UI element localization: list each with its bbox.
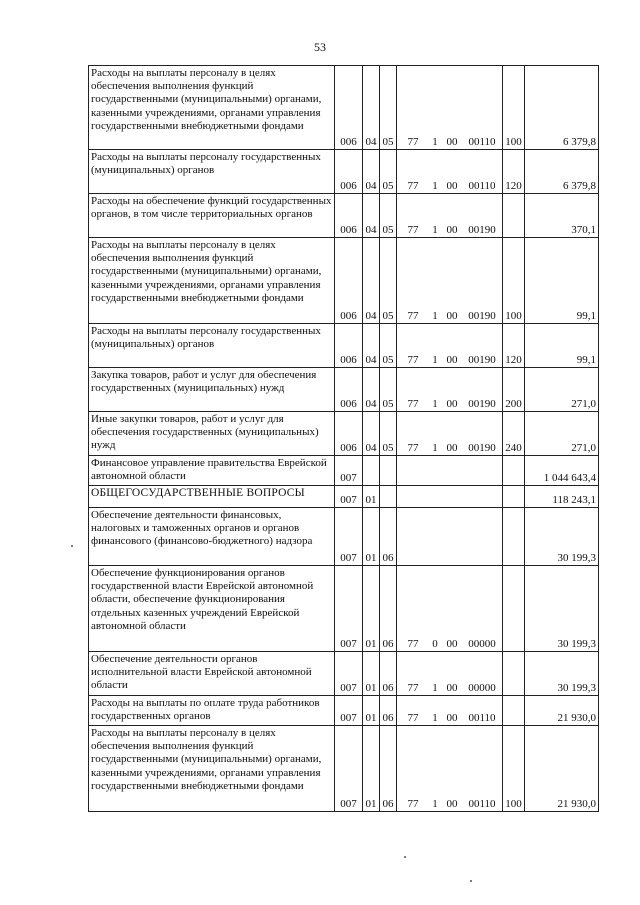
table-body — [89, 66, 599, 812]
row-vr — [503, 508, 525, 566]
row-name: Расходы на выплаты персоналу государственных (муниципальных) органов — [89, 150, 335, 194]
row-rz — [363, 456, 380, 486]
row-pr: 05 — [380, 150, 397, 194]
row-pr: 05 — [380, 324, 397, 368]
row-rz: 01 — [363, 726, 380, 812]
table-row — [89, 368, 599, 412]
table-row — [89, 238, 599, 324]
row-csr: 77 1 00 00110 — [397, 696, 503, 726]
row-vr: 100 — [503, 726, 525, 812]
row-vr: 100 — [503, 238, 525, 324]
row-grbs: 007 — [335, 486, 363, 508]
row-name: Расходы на выплаты персоналу в целях обеспечения выполнения функций государственными (муниципальными) органами, казенными учреждениями, органами управления государственными внебюджетными фондами — [89, 726, 335, 812]
row-rz: 01 — [363, 508, 380, 566]
table-row — [89, 456, 599, 486]
table-row — [89, 66, 599, 150]
row-pr: 06 — [380, 652, 397, 696]
row-name: Обеспечение деятельности финансовых, налоговых и таможенных органов и органов финансового (финансово-бюджетного) надзора — [89, 508, 335, 566]
table-row — [89, 412, 599, 456]
row-csr: 77 1 00 00190 — [397, 194, 503, 238]
row-grbs: 006 — [335, 194, 363, 238]
row-rz: 04 — [363, 66, 380, 150]
row-vr — [503, 566, 525, 652]
row-grbs: 006 — [335, 324, 363, 368]
row-name: Расходы на выплаты персоналу в целях обеспечения выполнения функций государственными (муниципальными) органами, казенными учреждениями, органами управления государственными внебюджетными фондами — [89, 238, 335, 324]
row-pr: 06 — [380, 696, 397, 726]
row-vr — [503, 486, 525, 508]
row-vr: 120 — [503, 324, 525, 368]
row-rz: 01 — [363, 696, 380, 726]
table-row — [89, 566, 599, 652]
row-csr: 77 1 00 00110 — [397, 150, 503, 194]
row-csr: 77 0 00 00000 — [397, 566, 503, 652]
row-amount: 30 199,3 — [525, 508, 599, 566]
row-pr: 05 — [380, 238, 397, 324]
row-pr: 06 — [380, 566, 397, 652]
row-name: Расходы на выплаты персоналу в целях обеспечения выполнения функций государственными (муниципальными) органами, казенными учреждениями, органами управления государственными внебюджетными фондами — [89, 66, 335, 150]
row-amount: 21 930,0 — [525, 726, 599, 812]
row-csr: 77 1 00 00110 — [397, 66, 503, 150]
row-rz: 04 — [363, 150, 380, 194]
row-rz: 01 — [363, 486, 380, 508]
row-amount: 1 044 643,4 — [525, 456, 599, 486]
row-grbs: 007 — [335, 566, 363, 652]
row-pr: 06 — [380, 726, 397, 812]
row-grbs: 007 — [335, 508, 363, 566]
row-csr — [397, 456, 503, 486]
row-amount: 99,1 — [525, 238, 599, 324]
row-amount: 271,0 — [525, 368, 599, 412]
row-csr: 77 1 00 00190 — [397, 324, 503, 368]
row-rz: 04 — [363, 194, 380, 238]
row-rz: 04 — [363, 238, 380, 324]
row-name: Расходы на выплаты персоналу государственных (муниципальных) органов — [89, 324, 335, 368]
scan-speck — [404, 856, 406, 858]
row-name: Обеспечение деятельности органов исполнительной власти Еврейской автономной области — [89, 652, 335, 696]
row-name: Финансовое управление правительства Еврейской автономной области — [89, 456, 335, 486]
row-pr: 05 — [380, 412, 397, 456]
row-rz: 04 — [363, 368, 380, 412]
row-vr — [503, 194, 525, 238]
row-rz: 01 — [363, 566, 380, 652]
scan-speck — [470, 880, 472, 882]
table-row — [89, 150, 599, 194]
row-name: Иные закупки товаров, работ и услуг для обеспечения государственных (муниципальных) нужд — [89, 412, 335, 456]
row-pr: 05 — [380, 194, 397, 238]
row-name: Расходы на выплаты по оплате труда работников государственных органов — [89, 696, 335, 726]
row-amount: 6 379,8 — [525, 150, 599, 194]
page-number: 53 — [314, 40, 326, 54]
row-grbs: 006 — [335, 150, 363, 194]
row-grbs: 007 — [335, 652, 363, 696]
row-grbs: 006 — [335, 66, 363, 150]
row-grbs: 007 — [335, 456, 363, 486]
row-csr: 77 1 00 00190 — [397, 368, 503, 412]
row-amount: 21 930,0 — [525, 696, 599, 726]
table-row — [89, 194, 599, 238]
row-vr — [503, 456, 525, 486]
row-csr: 77 1 00 00190 — [397, 238, 503, 324]
table-row — [89, 324, 599, 368]
table-row — [89, 486, 599, 508]
row-vr: 240 — [503, 412, 525, 456]
row-vr: 120 — [503, 150, 525, 194]
row-name: Расходы на обеспечение функций государственных органов, в том числе территориальных органов — [89, 194, 335, 238]
row-csr: 77 1 00 00110 — [397, 726, 503, 812]
row-name: Обеспечение функционирования органов государственной власти Еврейской автономной области, обеспечение функционирования отдельных казенных учреждений Еврейской автономной области — [89, 566, 335, 652]
row-name: Закупка товаров, работ и услуг для обеспечения государственных (муниципальных) нужд — [89, 368, 335, 412]
row-rz: 01 — [363, 652, 380, 696]
row-amount: 99,1 — [525, 324, 599, 368]
row-csr — [397, 508, 503, 566]
row-amount: 118 243,1 — [525, 486, 599, 508]
row-amount: 30 199,3 — [525, 652, 599, 696]
row-amount: 271,0 — [525, 412, 599, 456]
row-amount: 30 199,3 — [525, 566, 599, 652]
table-row — [89, 726, 599, 812]
row-vr — [503, 652, 525, 696]
row-vr: 200 — [503, 368, 525, 412]
row-csr: 77 1 00 00000 — [397, 652, 503, 696]
row-grbs: 007 — [335, 726, 363, 812]
budget-table — [88, 65, 599, 812]
scan-speck — [71, 545, 73, 547]
row-csr: 77 1 00 00190 — [397, 412, 503, 456]
row-pr: 05 — [380, 368, 397, 412]
table-row — [89, 696, 599, 726]
row-rz: 04 — [363, 412, 380, 456]
row-name: ОБЩЕГОСУДАРСТВЕННЫЕ ВОПРОСЫ — [89, 486, 335, 508]
row-grbs: 007 — [335, 696, 363, 726]
row-grbs: 006 — [335, 368, 363, 412]
row-pr: 05 — [380, 66, 397, 150]
row-amount: 370,1 — [525, 194, 599, 238]
row-pr — [380, 456, 397, 486]
row-grbs: 006 — [335, 412, 363, 456]
row-vr — [503, 696, 525, 726]
row-rz: 04 — [363, 324, 380, 368]
row-csr — [397, 486, 503, 508]
row-amount: 6 379,8 — [525, 66, 599, 150]
row-pr — [380, 486, 397, 508]
row-pr: 06 — [380, 508, 397, 566]
row-vr: 100 — [503, 66, 525, 150]
table-row — [89, 652, 599, 696]
row-grbs: 006 — [335, 238, 363, 324]
table-row — [89, 508, 599, 566]
